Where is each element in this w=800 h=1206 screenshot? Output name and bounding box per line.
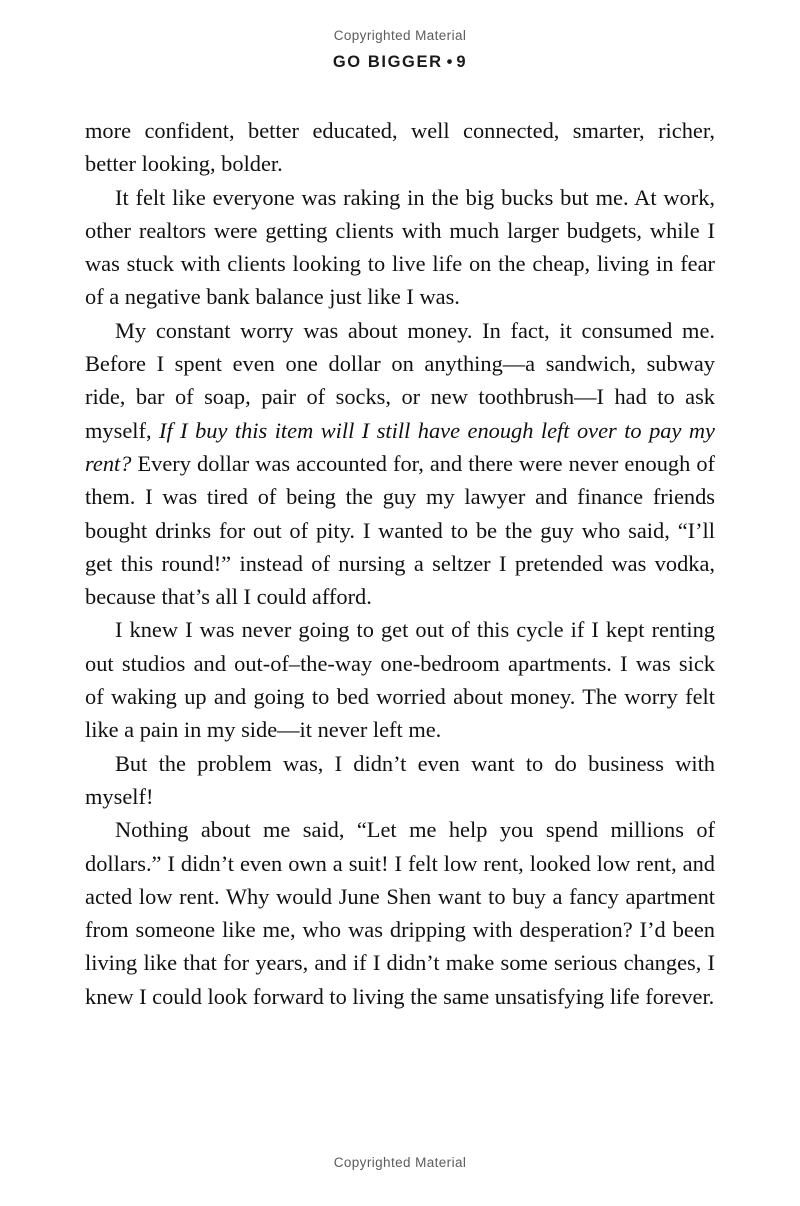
paragraph (85, 613, 715, 746)
text-run: I knew I was never going to get out of this cycle if I kept renting out studios and out-of–the-way one-bedroom apartments. I was sick of waking up and going to bed worried about money. The worry felt like a pain in my side—it never left me. (85, 617, 715, 743)
text-run: Nothing about me said, “Let me help you spend millions of dollars.” I didn’t even own a suit! I felt low rent, looked low rent, and acted low rent. Why would June Shen want to buy a fancy apartment from someone like me, who was dripping with desperation? I’d been living like that for years, and if I didn’t make some serious changes, I knew I could look forward to living the same unsatisfying life forever. (85, 817, 715, 1009)
emphasized-text: If I buy this item will I still have enough left over to pay my rent? (85, 417, 715, 476)
text-run: It felt like everyone was raking in the big bucks but me. At work, other realtors were getting clients with much larger budgets, while I was stuck with clients looking to live life on the cheap, living in fear of a negative bank balance just like I was. (85, 184, 715, 310)
text-run: Every dollar was accounted for, and there were never enough of them. I was tired of being the guy my lawyer and finance friends bought drinks for out of pity. I wanted to be the guy who said, “I’ll get this round!” instead of nursing a seltzer I pretended was vodka, because that’s all I could afford. (85, 450, 715, 610)
text-run: more confident, better educated, well connected, smarter, richer, better looking, bolder. (85, 118, 715, 177)
running-head-separator: • (446, 53, 453, 71)
running-head-title: GO BIGGER (332, 53, 443, 71)
text-run: But the problem was, I didn’t even want to do business with myself! (85, 750, 715, 809)
paragraph (85, 747, 715, 814)
copyright-notice-top: Copyrighted Material (333, 28, 467, 43)
paragraph (85, 181, 715, 314)
text-run: My constant worry was about money. In fact, it consumed me. Before I spent even one dollar on anything—a sandwich, subway ride, bar of soap, pair of socks, or new toothbrush—I had to ask myself, (85, 317, 715, 443)
paragraph (85, 314, 715, 614)
paragraph (85, 114, 715, 181)
running-head (0, 53, 800, 72)
paragraph (85, 813, 715, 1013)
page-number: 9 (456, 53, 468, 71)
copyright-notice-bottom: Copyrighted Material (333, 1155, 467, 1170)
body-text (85, 114, 715, 1013)
